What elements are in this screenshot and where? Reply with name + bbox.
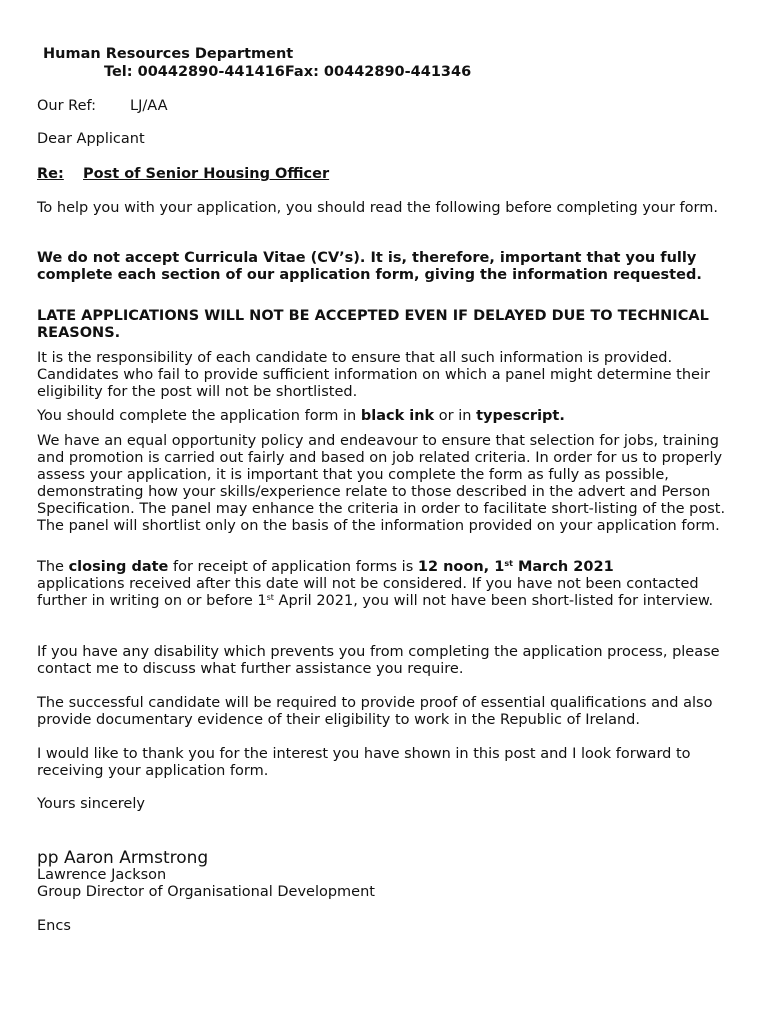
department-name: Human Resources Department xyxy=(43,46,294,62)
closing-date-followup xyxy=(37,576,735,610)
contact-numbers: Tel: 00442890-441416Fax: 00442890-441346 xyxy=(104,64,472,80)
reference-label: Our Ref: xyxy=(37,98,96,114)
valediction: Yours sincerely xyxy=(37,796,145,812)
ink-text-b: or in xyxy=(434,408,477,424)
responsibility-paragraph: It is the responsibility of each candidate to ensure that all such information is provided. Candidates who fail to provide sufficient information on which a panel might determine their eligibility for the post will not be shortlisted. xyxy=(37,350,710,400)
thanks-paragraph: I would like to thank you for the interest you have shown in this post and I look forward to receiving your application form. xyxy=(37,746,691,779)
closing-text-a: The xyxy=(37,559,69,575)
late-applications-notice: LATE APPLICATIONS WILL NOT BE ACCEPTED EVEN IF DELAYED DUE TO TECHNICAL REASONS. xyxy=(37,308,709,341)
followup-text-a: applications received after this date will not be considered. If you have not been contacted further in writing on or before 1 xyxy=(37,576,699,609)
deadline-part-b: March 2021 xyxy=(512,559,614,575)
signatory-name: Lawrence Jackson xyxy=(37,867,167,883)
signatory-title: Group Director of Organisational Development xyxy=(37,884,375,900)
subject-label: Re: xyxy=(37,166,64,182)
cv-notice: We do not accept Curricula Vitae (CV’s). It is, therefore, important that you fully complete each section of our application form, giving the information requested. xyxy=(37,250,702,283)
salutation: Dear Applicant xyxy=(37,131,145,147)
deadline-ordinal: st xyxy=(504,559,513,568)
reference-value: LJ/AA xyxy=(130,98,168,114)
typescript-emphasis: typescript. xyxy=(476,408,565,424)
signature-pp: pp Aaron Armstrong xyxy=(37,848,209,868)
qualifications-paragraph: The successful candidate will be required to provide proof of essential qualifications and also provide documentary evidence of their eligibility to work in the Republic of Ireland. xyxy=(37,695,713,728)
black-ink-emphasis: black ink xyxy=(360,408,435,424)
disability-paragraph: If you have any disability which prevents you from completing the application process, please contact me to discuss what further assistance you require. xyxy=(37,644,720,677)
equal-opportunity-paragraph: We have an equal opportunity policy and endeavour to ensure that selection for jobs, training and promotion is carried out fairly and based on job related criteria. In order for us to properly assess your application, it is important that you complete the form as fully as possible, demonstrating how your skills/experience relate to those described in the advert and Person Specification. The panel may enhance the criteria in order to facilitate short-listing of the post. The panel will shortlist only on the basis of the information provided on your application form. xyxy=(37,433,726,534)
intro-paragraph: To help you with your application, you should read the following before completing your form. xyxy=(37,200,718,216)
subject-title: Post of Senior Housing Officer xyxy=(83,166,330,182)
deadline-emphasis xyxy=(418,559,614,575)
closing-date-paragraph xyxy=(37,559,735,610)
ink-instruction xyxy=(37,408,735,425)
ink-text-a: You should complete the application form in xyxy=(37,408,361,424)
deadline-part-a: 12 noon, 1 xyxy=(417,559,505,575)
closing-date-line xyxy=(37,559,735,576)
closing-text-b: for receipt of application forms is xyxy=(168,559,418,575)
enclosures-note: Encs xyxy=(37,918,71,934)
followup-ordinal: st xyxy=(266,593,274,602)
followup-text-b: April 2021, you will not have been short-listed for interview. xyxy=(273,593,714,609)
closing-date-emphasis: closing date xyxy=(68,559,169,575)
